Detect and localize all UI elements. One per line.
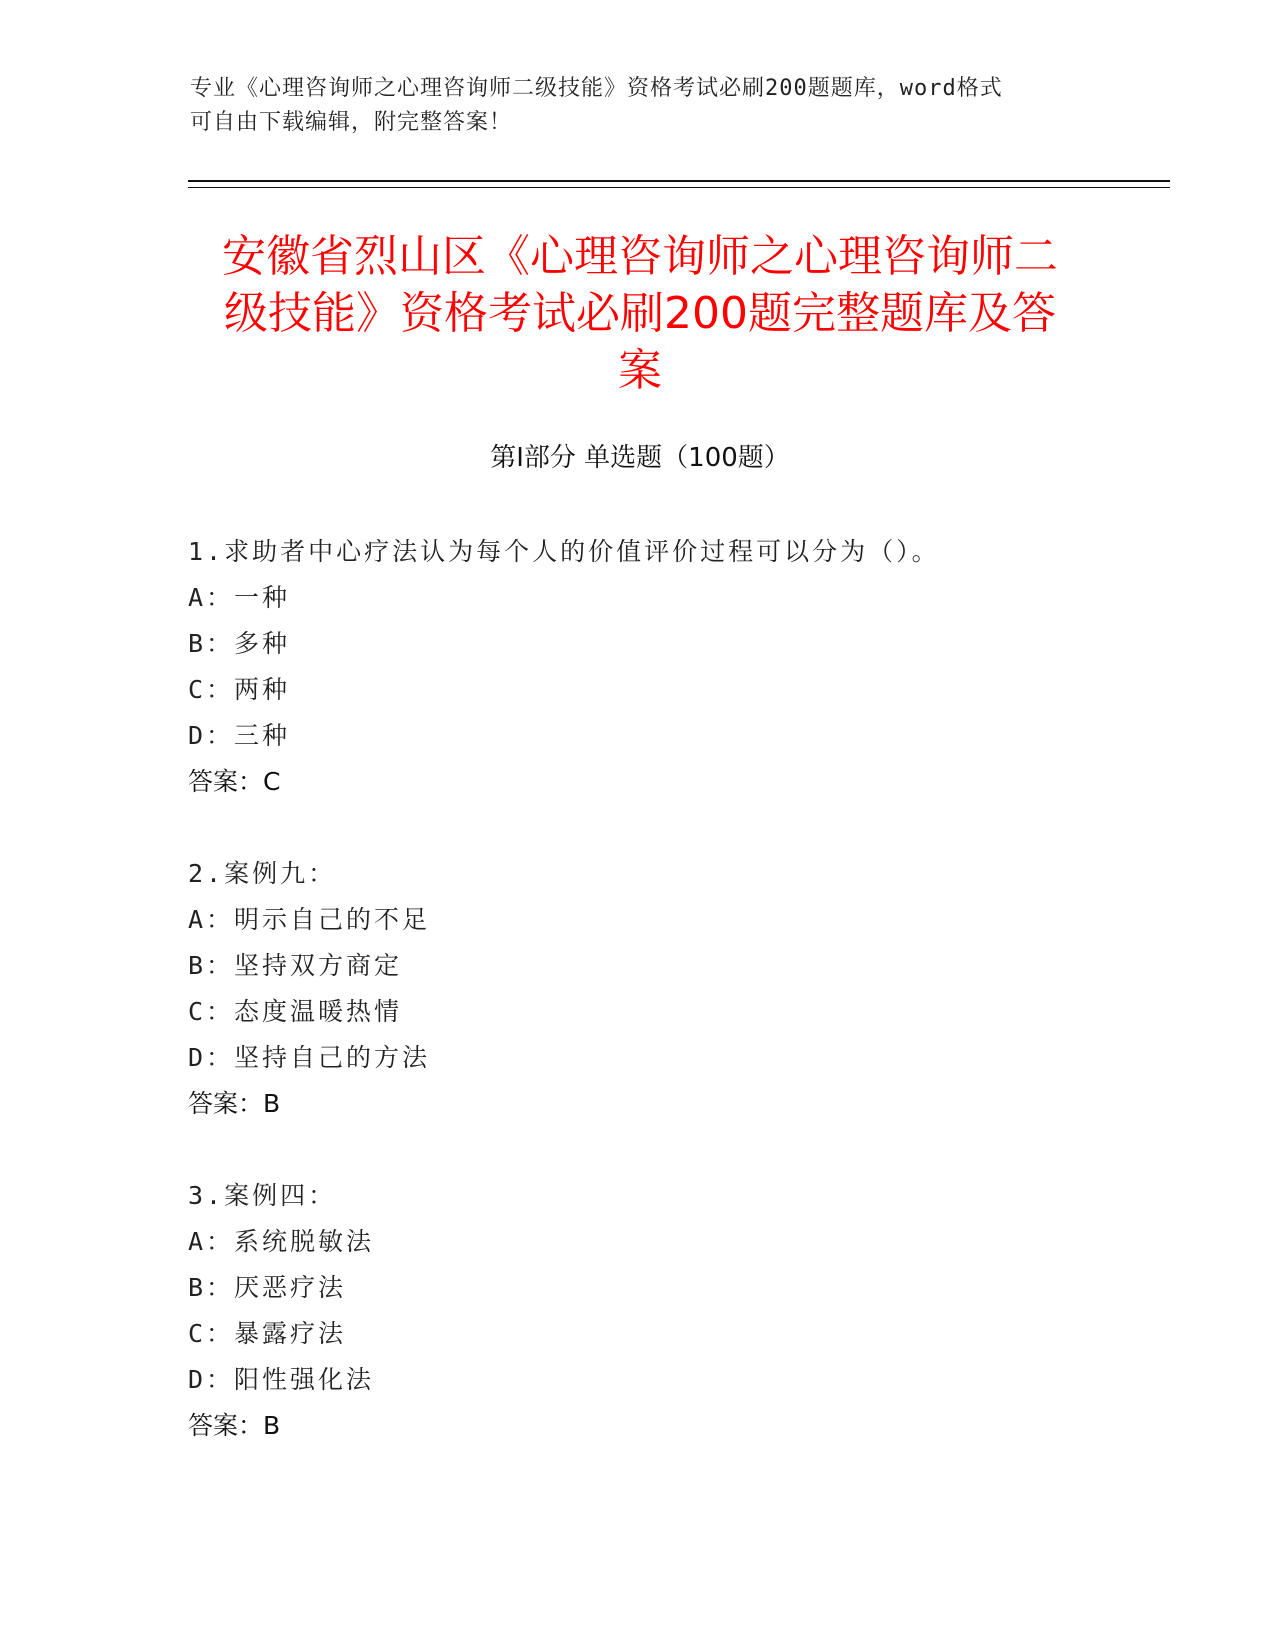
- header-note-line-1: 专业《心理咨询师之心理咨询师二级技能》资格考试必刷200题题库，word格式: [190, 76, 1003, 101]
- header-note: [190, 72, 1090, 140]
- option-d: D：坚持自己的方法: [188, 1043, 431, 1072]
- option-d: D：三种: [188, 721, 291, 750]
- header-divider-thick: [188, 180, 1170, 182]
- option-d: D：阳性强化法: [188, 1365, 375, 1394]
- option-b: B：坚持双方商定: [188, 951, 403, 980]
- answer-key: 答案：B: [188, 1089, 281, 1118]
- option-a: A：一种: [188, 583, 291, 612]
- question-3: [188, 1173, 1168, 1449]
- answer-key: 答案：B: [188, 1411, 281, 1440]
- option-a: A：明示自己的不足: [188, 905, 431, 934]
- question-stem: 1.求助者中心疗法认为每个人的价值评价过程可以分为（）。: [188, 537, 940, 566]
- answer-key: 答案：C: [188, 767, 281, 796]
- document-title-line-1: 安徽省烈山区《心理咨询师之心理咨询师二: [222, 231, 1058, 282]
- question-list: [188, 529, 1168, 1495]
- document-title: [190, 228, 1090, 399]
- header-divider-thin: [188, 187, 1170, 188]
- question-stem: 2.案例九：: [188, 859, 337, 888]
- section-heading: 第Ⅰ部分 单选题（100题）: [490, 443, 790, 473]
- option-a: A：系统脱敏法: [188, 1227, 375, 1256]
- option-c: C：两种: [188, 675, 291, 704]
- document-title-line-2: 级技能》资格考试必刷200题完整题库及答: [224, 288, 1056, 339]
- option-c: C：暴露疗法: [188, 1319, 347, 1348]
- document-title-line-3: 案: [618, 345, 662, 396]
- question-2: [188, 851, 1168, 1127]
- question-stem: 3.案例四：: [188, 1181, 337, 1210]
- header-note-line-2: 可自由下载编辑，附完整答案！: [190, 110, 513, 135]
- option-b: B：厌恶疗法: [188, 1273, 347, 1302]
- option-c: C：态度温暖热情: [188, 997, 403, 1026]
- option-b: B：多种: [188, 629, 291, 658]
- question-1: [188, 529, 1168, 805]
